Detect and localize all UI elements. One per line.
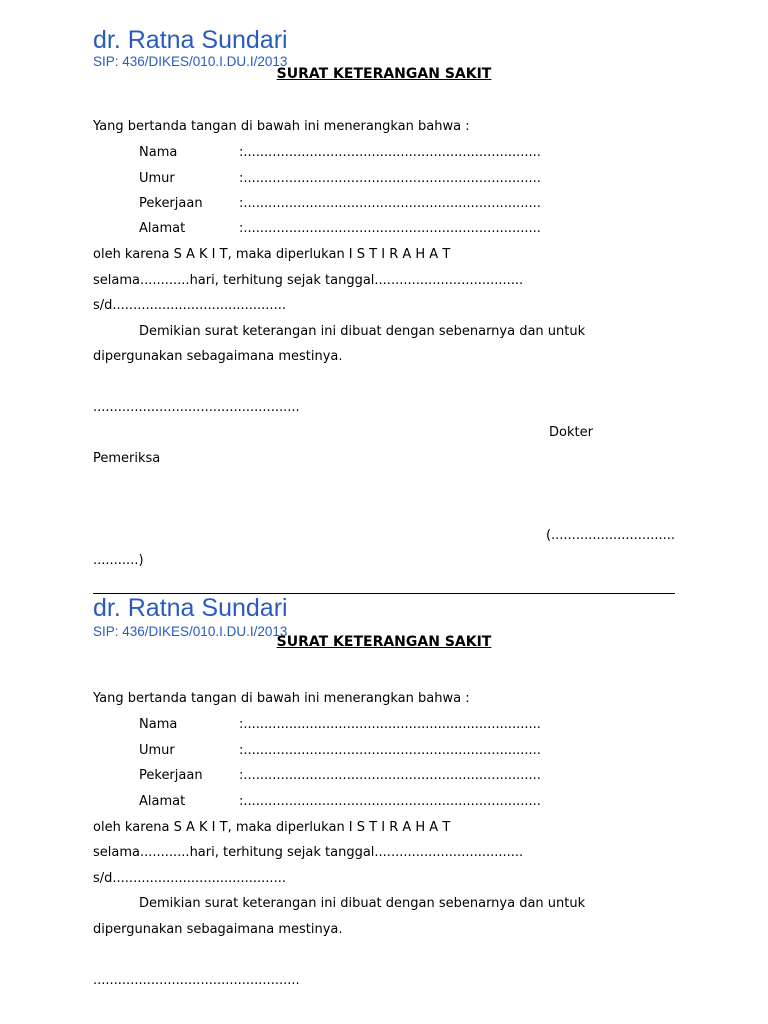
demikian-line-2: dipergunakan sebagaimana mestinya.	[93, 349, 343, 364]
demikian-line-1: Demikian surat keterangan ini dibuat dengan sebenarnya dan untuk	[139, 896, 586, 911]
field-value-alamat: :........................................................................	[239, 794, 541, 809]
demikian-line-2: dipergunakan sebagaimana mestinya.	[93, 922, 343, 937]
field-label-umur: Umur	[139, 743, 175, 758]
intro-line: Yang bertanda tangan di bawah ini menerangkan bahwa :	[93, 691, 470, 706]
place-date-line: ..................................................	[93, 400, 300, 415]
sd-line: s/d..........................................	[93, 298, 286, 313]
letter-title: SURAT KETERANGAN SAKIT	[276, 634, 492, 650]
doctor-name: dr. Ratna Sundari	[93, 26, 288, 54]
sip-number: SIP: 436/DIKES/010.I.DU.I/2013	[93, 624, 288, 639]
signature-close: ...........)	[93, 553, 144, 568]
letter-title: SURAT KETERANGAN SAKIT	[276, 66, 492, 82]
field-label-alamat: Alamat	[139, 794, 186, 809]
signature-open: (..............................	[545, 528, 675, 543]
demikian-line-1: Demikian surat keterangan ini dibuat dengan sebenarnya dan untuk	[139, 324, 586, 339]
field-label-nama: Nama	[139, 145, 178, 160]
field-value-nama: :........................................................................	[239, 145, 541, 160]
field-label-alamat: Alamat	[139, 221, 186, 236]
field-label-umur: Umur	[139, 171, 175, 186]
field-value-pekerjaan: :........................................................................	[239, 196, 541, 211]
dokter-label: Dokter	[549, 425, 593, 440]
doctor-name: dr. Ratna Sundari	[93, 594, 288, 622]
field-label-pekerjaan: Pekerjaan	[139, 768, 203, 783]
field-label-nama: Nama	[139, 717, 178, 732]
sip-number: SIP: 436/DIKES/010.I.DU.I/2013	[93, 54, 288, 69]
sick-line: oleh karena S A K I T, maka diperlukan I S T I R A H A T	[93, 820, 451, 835]
intro-line: Yang bertanda tangan di bawah ini menerangkan bahwa :	[93, 119, 470, 134]
field-value-pekerjaan: :........................................................................	[239, 768, 541, 783]
field-value-umur: :........................................................................	[239, 743, 541, 758]
field-value-nama: :........................................................................	[239, 717, 541, 732]
sd-line: s/d..........................................	[93, 871, 286, 886]
sick-line: oleh karena S A K I T, maka diperlukan I S T I R A H A T	[93, 247, 451, 262]
place-date-line: ..................................................	[93, 973, 300, 988]
field-value-alamat: :........................................................................	[239, 221, 541, 236]
field-value-umur: :........................................................................	[239, 171, 541, 186]
selama-line: selama............hari, terhitung sejak tanggal....................................	[93, 273, 524, 288]
field-label-pekerjaan: Pekerjaan	[139, 196, 203, 211]
pemeriksa-label: Pemeriksa	[93, 451, 161, 466]
selama-line: selama............hari, terhitung sejak tanggal....................................	[93, 845, 524, 860]
